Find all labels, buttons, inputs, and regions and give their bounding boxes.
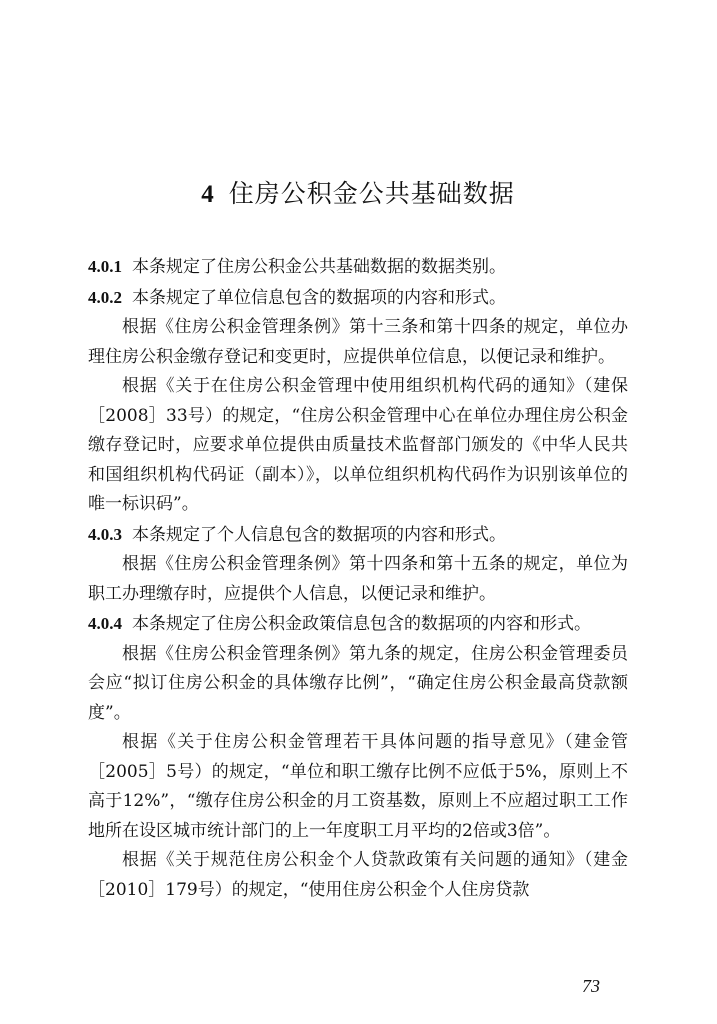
body-paragraph [88,313,628,372]
clause-number: 4.0.4 [88,614,122,633]
paragraph-text: 本条规定了单位信息包含的数据项的内容和形式。 [132,287,506,308]
clause-paragraph [88,609,628,640]
clause-number: 4.0.1 [88,257,122,276]
paragraph-text: 根据《住房公积金管理条例》第十四条和第十五条的规定，单位为职工办理缴存时，应提供个人信息，以便记录和维护。 [88,554,628,604]
paragraph-text: 根据《关于在住房公积金管理中使用组织机构代码的通知》（建保［2008］33号）的规定，“住房公积金管理中心在单位办理住房公积金缴存登记时，应要求单位提供由质量技术监督部门颁发的《中华人民共和国组织机构代码证（副本）》，以单位组织机构代码作为识别该单位的唯一标识码”。 [88,376,628,514]
paragraph-text: 根据《住房公积金管理条例》第十三条和第十四条的规定，单位办理住房公积金缴存登记和变更时，应提供单位信息，以便记录和维护。 [88,317,628,367]
body-paragraph [88,846,628,905]
body-paragraph [88,550,628,609]
paragraph-text: 本条规定了住房公积金政策信息包含的数据项的内容和形式。 [132,614,591,634]
paragraph-text: 根据《关于住房公积金管理若干具体问题的指导意见》（建金管［2005］5号）的规定，“单位和职工缴存比例不应低于5%，原则上不高于12%”，“缴存住房公积金的月工资基数，原则上不应超过职工工作地所在设区城市统计部门的上一年度职工月平均的2倍或3倍”。 [88,732,628,841]
clause-paragraph [88,283,628,314]
clause-paragraph [88,252,628,283]
paragraph-text: 本条规定了个人信息包含的数据项的内容和形式。 [132,524,506,545]
chapter-title [88,178,628,211]
clause-paragraph [88,520,628,551]
chapter-title-text: 住房公积金公共基础数据 [228,179,515,208]
clause-number: 4.0.2 [88,287,122,307]
page-number: 73 [582,976,600,996]
body-text [88,252,628,905]
body-paragraph [88,728,628,846]
body-paragraph [88,640,628,729]
paragraph-text: 本条规定了住房公积金公共基础数据的数据类别。 [132,257,506,277]
paragraph-text: 根据《住房公积金管理条例》第九条的规定，住房公积金管理委员会应“拟订住房公积金的具体缴存比例”，“确定住房公积金最高贷款额度”。 [88,643,628,723]
body-paragraph [88,372,628,520]
paragraph-text: 根据《关于规范住房公积金个人贷款政策有关问题的通知》（建金［2010］179号）的规定，“使用住房公积金个人住房贷款 [88,850,628,900]
clause-number: 4.0.3 [88,524,122,544]
chapter-number: 4 [201,181,215,208]
